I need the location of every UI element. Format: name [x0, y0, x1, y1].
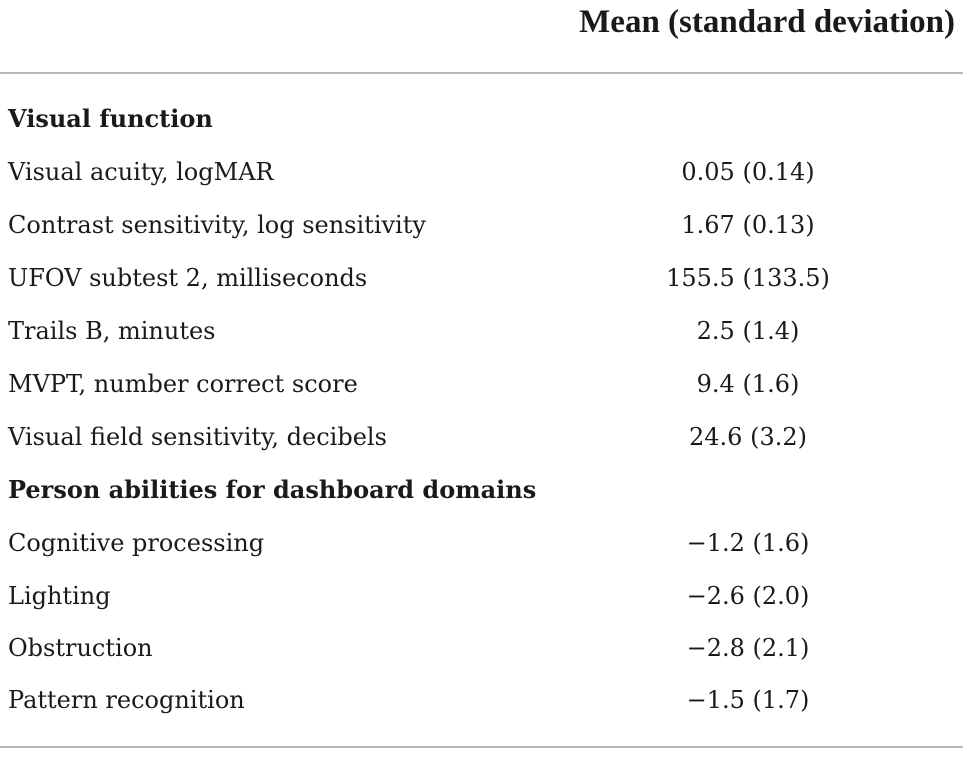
row-label: Lighting — [8, 582, 111, 610]
header-divider — [0, 72, 963, 74]
row-label: Visual acuity, logMAR — [8, 158, 274, 186]
row-label: Trails B, minutes — [8, 317, 216, 345]
table-row — [0, 304, 963, 357]
table-bottom-rule — [0, 746, 963, 748]
row-value: 2.5 (1.4) — [696, 317, 800, 345]
table-row — [0, 251, 963, 304]
row-value: 1.67 (0.13) — [681, 211, 815, 239]
row-value: −2.6 (2.0) — [686, 582, 810, 610]
row-label: Contrast sensitivity, log sensitivity — [8, 211, 426, 239]
table-row — [0, 621, 963, 674]
row-label: UFOV subtest 2, milliseconds — [8, 264, 368, 292]
row-label: Pattern recognition — [8, 686, 245, 714]
section-person-abilities — [0, 463, 963, 516]
table-header — [0, 0, 963, 74]
section-title: Visual function — [8, 104, 213, 133]
row-value: 24.6 (3.2) — [689, 423, 807, 451]
row-label: MVPT, number correct score — [8, 370, 358, 398]
section-visual-function — [0, 92, 963, 145]
section-title: Person abilities for dashboard domains — [8, 475, 537, 504]
column-header-mean-sd: Mean (standard deviation) — [579, 4, 955, 40]
table-row — [0, 145, 963, 198]
row-label: Visual field sensitivity, decibels — [8, 423, 387, 451]
row-value: −1.2 (1.6) — [686, 529, 810, 557]
table-row — [0, 673, 963, 726]
row-value: 9.4 (1.6) — [696, 370, 800, 398]
table-row — [0, 357, 963, 410]
row-value: −2.8 (2.1) — [686, 634, 810, 662]
table-row — [0, 516, 963, 569]
row-value: 0.05 (0.14) — [681, 158, 815, 186]
row-label: Obstruction — [8, 634, 153, 662]
row-value: 155.5 (133.5) — [666, 264, 830, 292]
table-row — [0, 410, 963, 463]
table-row — [0, 569, 963, 622]
table-row — [0, 198, 963, 251]
row-value: −1.5 (1.7) — [686, 686, 810, 714]
row-label: Cognitive processing — [8, 529, 265, 557]
